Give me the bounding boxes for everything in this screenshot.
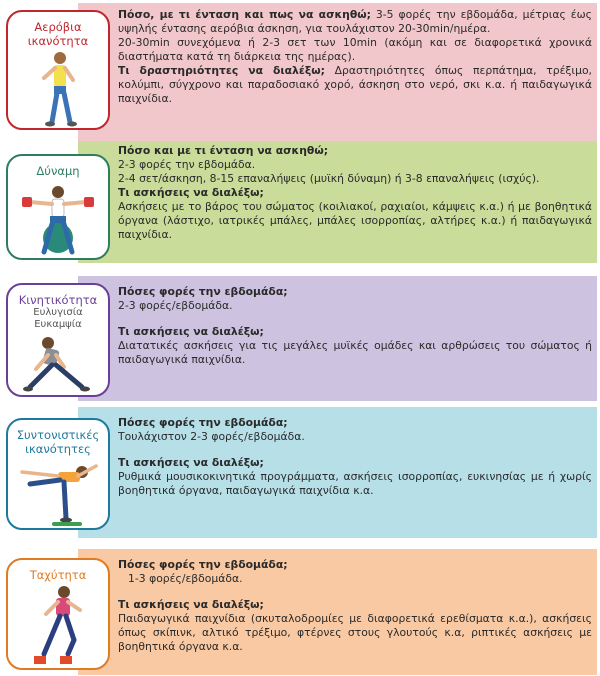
section-aerobic (0, 0, 600, 146)
card-mobility (6, 283, 110, 397)
mobility-question-1: Πόσες φορές την εβδομάδα; (118, 285, 288, 298)
aerobic-line-1: Πόσο, με τι ένταση και πως να ασκηθώ; 3-5 φορές την εβδομάδα, μέτριας έως υψηλής έντασης αερόβια άσκηση, για τουλάχιστον 20-30min/ημέρα. (118, 8, 592, 35)
card-coordination (6, 418, 110, 530)
content-aerobic (118, 8, 592, 106)
card-title-speed: Ταχύτητα (29, 568, 87, 582)
section-coordination (0, 404, 600, 540)
aerobic-line-3: Τι δραστηριότητες να διαλέξω; Δραστηριότητες όπως περπάτημα, τρέξιμο, κολύμπι, σύγχρονο και παραδοσιακό χορό, άσκηση στο νερό, σκι κ.α. ή παιδαγωγικά παιχνίδια. (118, 64, 592, 105)
strength-answer-1a: 2-3 φορές την εβδομάδα. (118, 158, 256, 171)
section-speed (0, 544, 600, 676)
content-speed (118, 558, 592, 654)
mobility-figure-icon (8, 333, 108, 395)
mobility-answer-2: Διατατικές ασκήσεις για τις μεγάλες μυϊκές ομάδες και αρθρώσεις του σώματος ή παιδαγωγικά παιχνίδια. (118, 339, 592, 366)
card-subtitle-mobility: Ευλυγισία Ευκαμψία (33, 307, 83, 330)
aerobic-figure-icon (8, 48, 108, 128)
coordination-answer-1: Τουλάχιστον 2-3 φορές/εβδομάδα. (118, 430, 305, 443)
card-title-aerobic: Αερόβια ικανότητα (27, 20, 89, 48)
content-mobility (118, 285, 592, 367)
strength-question-2: Τι ασκήσεις να διαλέξω; (118, 186, 264, 199)
strength-answer-2: Ασκήσεις με το βάρος του σώματος (κοιλιακοί, ραχιαίοι, κάμψεις κ.α.) ή με βοηθητικά όργανα (λάστιχο, ιατρικές μπάλες, μπάλες ισορροπίας, αλτήρες κ.α.) ή παιδαγωγικά παιχνίδια. (118, 200, 592, 241)
coordination-question-1: Πόσες φορές την εβδομάδα; (118, 416, 288, 429)
card-aerobic (6, 10, 110, 130)
speed-answer-2: Παιδαγωγικά παιχνίδια (σκυταλοδρομίες με διαφορετικά ερεθίσματα κ.α.), ασκήσεις όπως σκίπινκ, αλτικό τρέξιμο, φτέρνες στους γλουτούς κ.α, ριπτικές ασκήσεις με βοηθητικά όργανα κ.α. (118, 612, 592, 653)
card-title-coordination: Συντονιστικές ικανότητες (16, 428, 100, 456)
section-strength (0, 136, 600, 266)
card-strength (6, 154, 110, 260)
strength-figure-icon (8, 182, 108, 258)
speed-figure-icon (8, 582, 108, 668)
content-strength (118, 144, 592, 242)
mobility-answer-1: 2-3 φορές/εβδομάδα. (118, 299, 233, 312)
card-speed (6, 558, 110, 670)
mobility-question-2: Τι ασκήσεις να διαλέξω; (118, 325, 264, 338)
aerobic-line-2: 20-30min συνεχόμενα ή 2-3 σετ των 10min (ακόμη και σε διαφορετικά χρονικά διαστήματα κατά τη διάρκεια της ημέρας). (118, 36, 592, 63)
coordination-figure-icon (8, 456, 108, 528)
section-mobility (0, 271, 600, 403)
speed-question-1: Πόσες φορές την εβδομάδα; (118, 558, 288, 571)
speed-question-2: Τι ασκήσεις να διαλέξω; (118, 598, 264, 611)
card-title-strength: Δύναμη (36, 164, 80, 178)
coordination-question-2: Τι ασκήσεις να διαλέξω; (118, 456, 264, 469)
strength-question-1: Πόσο και με τι ένταση να ασκηθώ; (118, 144, 329, 157)
content-coordination (118, 416, 592, 498)
coordination-answer-2: Ρυθμικά μουσικοκινητικά προγράμματα, ασκήσεις ισορροπίας, ευκινησίας με ή χωρίς βοηθητικά όργανα, παιδαγωγικά παιχνίδια κ.α. (118, 470, 592, 497)
card-title-mobility: Κινητικότητα (18, 293, 98, 307)
speed-answer-1: 1-3 φορές/εβδομάδα. (128, 572, 243, 585)
strength-answer-1b: 2-4 σετ/άσκηση, 8-15 επαναλήψεις (μυϊκή δύναμη) ή 3-8 επαναλήψεις (ισχύς). (118, 172, 540, 185)
